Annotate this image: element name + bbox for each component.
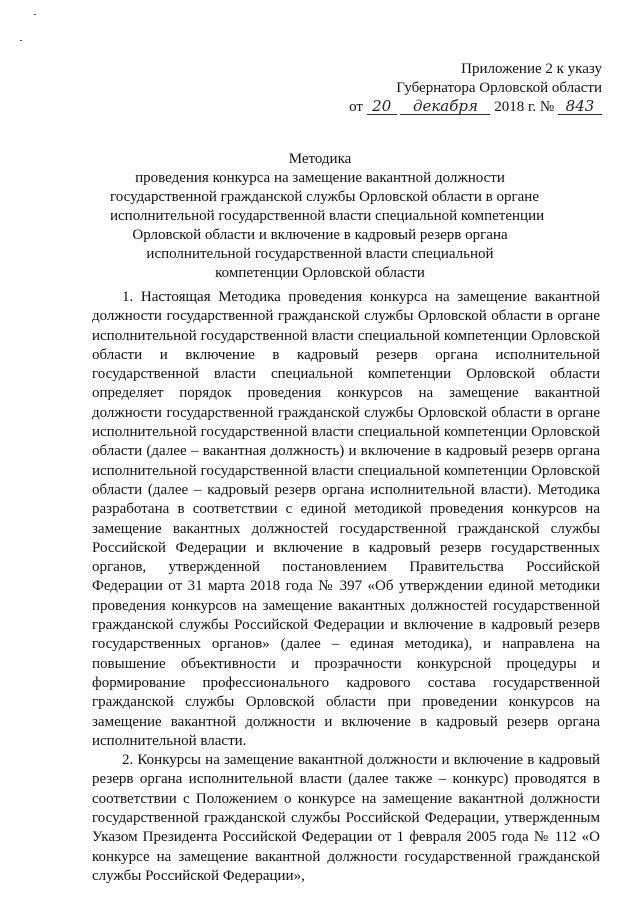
appendix-header [330, 60, 602, 117]
scan-speck [20, 40, 22, 41]
date-prefix: от [349, 99, 363, 115]
scan-speck [34, 14, 36, 15]
title-line: Орловской области и включение в кадровый резерв органа [132, 227, 508, 243]
title-line: компетенции Орловской области [215, 265, 425, 281]
handwritten-day: 20 [367, 99, 397, 115]
appendix-line-1: Приложение 2 к указу [461, 61, 602, 77]
handwritten-number: 843 [558, 99, 602, 115]
title-line: проведения конкурса на замещение вакантной должности [135, 170, 505, 186]
paragraph-2: 2. Конкурсы на замещение вакантной должности и включение в кадровый резерв органа исполнительной власти (далее также – конкурс) проводятся в соответствии с Положением о конкурсе на замещение вакантной должности государственной гражданской службы Российской Федерации, утвержденным Указом Президента Российской Федерации от 1 февраля 2005 года № 112 «О конкурсе на замещение вакантной должности государственной гражданской службы Российской Федерации», [92, 752, 600, 884]
appendix-line-2: Губернатора Орловской области [396, 80, 602, 96]
title-line: исполнительной государственной власти специальной [146, 246, 494, 262]
year-text: 2018 г. № [494, 99, 555, 115]
title-line: государственной гражданской службы Орловской области в органе [110, 189, 539, 205]
document-body [92, 288, 600, 886]
handwritten-month: декабря [400, 99, 490, 115]
title-heading: Методика [288, 151, 352, 167]
paragraph-1: 1. Настоящая Методика проведения конкурса на замещение вакантной должности государственной гражданской службы Орловской области в органе исполнительной государственной власти специальной компетенции Орловской области и включение в кадровый резерв органа исполнительной государственной власти специальной компетенции Орловской области определяет порядок проведения конкурсов на замещение вакантной должности государственной гражданской службы Орловской области в органе исполнительной государственной власти специальной компетенции Орловской области (далее – вакантная должность) и включение в кадровый резерв органа исполнительной государственной власти специальной компетенции Орловской области (далее – кадровый резерв органа исполнительной власти). Методика разработана в соответствии с единой методикой проведения конкурсов на замещение вакантных должностей государственной гражданской службы Российской Федерации и включение в кадровый резерв государственных органов, утвержденной постановлением Правительства Российской Федерации от 31 марта 2018 года № 397 «Об утверждении единой методики проведения конкурсов на замещение вакантных должностей государственной гражданской службы Российской Федерации и включение в кадровый резерв государственных органов» (далее – единая методика), и направлена на повышение объективности и прозрачности конкурсной процедуры и формирование профессионального кадрового состава государственной гражданской службы Орловской области при проведении конкурсов на замещение вакантной должности и включение в кадровый резерв органа исполнительной власти. [92, 289, 600, 749]
appendix-date-line [330, 98, 602, 117]
document-title [110, 150, 545, 283]
title-line: исполнительной государственной власти специальной компетенции [110, 208, 545, 224]
